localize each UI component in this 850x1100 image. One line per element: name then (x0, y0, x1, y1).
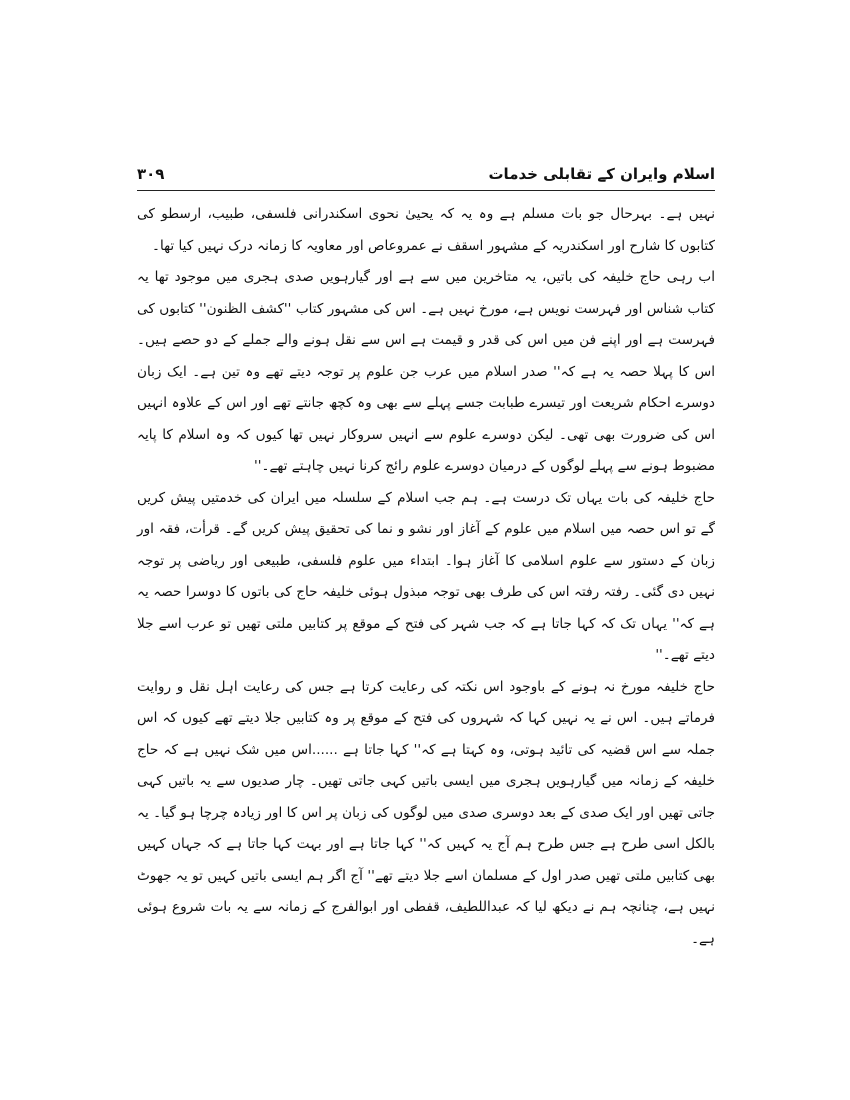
running-title: اسلام وایران کے تقابلی خدمات (488, 165, 715, 183)
paragraph-4: حاج خلیفہ مورخ نہ ہونے کے باوجود اس نکتہ کی رعایت کرتا ہے جس کی رعایت اہل نقل و روایت فرماتے ہیں۔ اس نے یہ نہیں کہا کہ شہروں کی فتح کے موقع پر وہ کتابیں جلا دیتے تھے کیوں کہ اس جملہ سے اس قضیہ کی تائید ہوتی، وہ کہتا ہے کہ'' کہا جاتا ہے ......اس میں شک نہیں ہے کہ حاج خلیفہ کے زمانہ میں گیارہویں ہجری میں ایسی باتیں کہی جاتی تھیں۔ چار صدیوں سے یہ باتیں کہی جاتی تھیں اور ایک صدی کے بعد دوسری صدی میں لوگوں کی زبان پر اس کا اور زیادہ چرچا ہو گیا۔ یہ بالکل اسی طرح ہے جس طرح ہم آج یہ کہیں کہ'' کہا جاتا ہے اور بہت کہا جاتا ہے کہ جہاں کہیں بھی کتابیں ملتی تھیں صدر اول کے مسلمان اسے جلا دیتے تھے'' آج اگر ہم ایسی باتیں کہیں تو یہ جھوٹ نہیں ہے، چنانچہ ہم نے دیکھ لیا کہ عبداللطیف، قفطی اور ابوالفرج کے زمانہ سے یہ بات شروع ہوئی ہے۔ (137, 678, 715, 947)
page-header (137, 162, 715, 190)
page-number: ۳۰۹ (137, 165, 165, 183)
header-divider (137, 190, 715, 191)
paragraph-2: اب رہی حاج خلیفہ کی باتیں، یہ متاخرین میں سے ہے اور گیارہویں صدی ہجری میں موجود تھا یہ کتاب شناس اور فہرست نویس ہے، مورخ نہیں ہے۔ اس کی مشہور کتاب ''کشف الظنون'' کتابوں کی فہرست ہے اور اپنے فن میں اس کی قدر و قیمت ہے اس سے نقل ہونے والے جملے کے دو حصے ہیں۔ اس کا پہلا حصہ یہ ہے کہ'' صدر اسلام میں عرب جن علوم پر توجہ دیتے تھے وہ تین ہے۔ ایک زبان دوسرے احکام شریعت اور تیسرے طبابت جسے پہلے سے بھی وہ کچھ جانتے تھے اور اس کے علاوہ انہیں اس کی ضرورت بھی تھی۔ لیکن دوسرے علوم سے انہیں سروکار نہیں تھا کیوں کہ وہ اسلام کا پایہ مضبوط ہونے سے پہلے لوگوں کے درمیان دوسرے علوم رائج کرنا نہیں چاہتے تھے۔'' (137, 269, 715, 474)
paragraph-3: حاج خلیفہ کی بات یہاں تک درست ہے۔ ہم جب اسلام کے سلسلہ میں ایران کی خدمتیں پیش کریں گے تو اس حصہ میں اسلام میں علوم کے آغاز اور نشو و نما کی تحقیق پیش کریں گے۔ قرأت، فقہ اور زبان کے دستور سے علوم اسلامی کا آغاز ہوا۔ ابتداء میں علوم فلسفی، طبیعی اور ریاضی پر توجہ نہیں دی گئی۔ رفتہ رفتہ اس کی طرف بھی توجہ مبذول ہوئی خلیفہ حاج کی باتوں کا دوسرا حصہ یہ ہے کہ'' یہاں تک کہ کہا جاتا ہے کہ جب شہر کی فتح کے موقع پر کتابیں ملتی تھیں تو عرب اسے جلا دیتے تھے۔'' (137, 489, 715, 663)
paragraph-1: نہیں ہے۔ بہرحال جو بات مسلم ہے وہ یہ کہ یحییٰ نحوی اسکندرانی فلسفی، طبیب، ارسطو کی کتابوں کا شارح اور اسکندریہ کے مشہور اسقف نے عمروعاص اور معاویہ کا زمانہ درک نہیں کیا تھا۔ (137, 206, 715, 254)
body-text (137, 199, 715, 955)
